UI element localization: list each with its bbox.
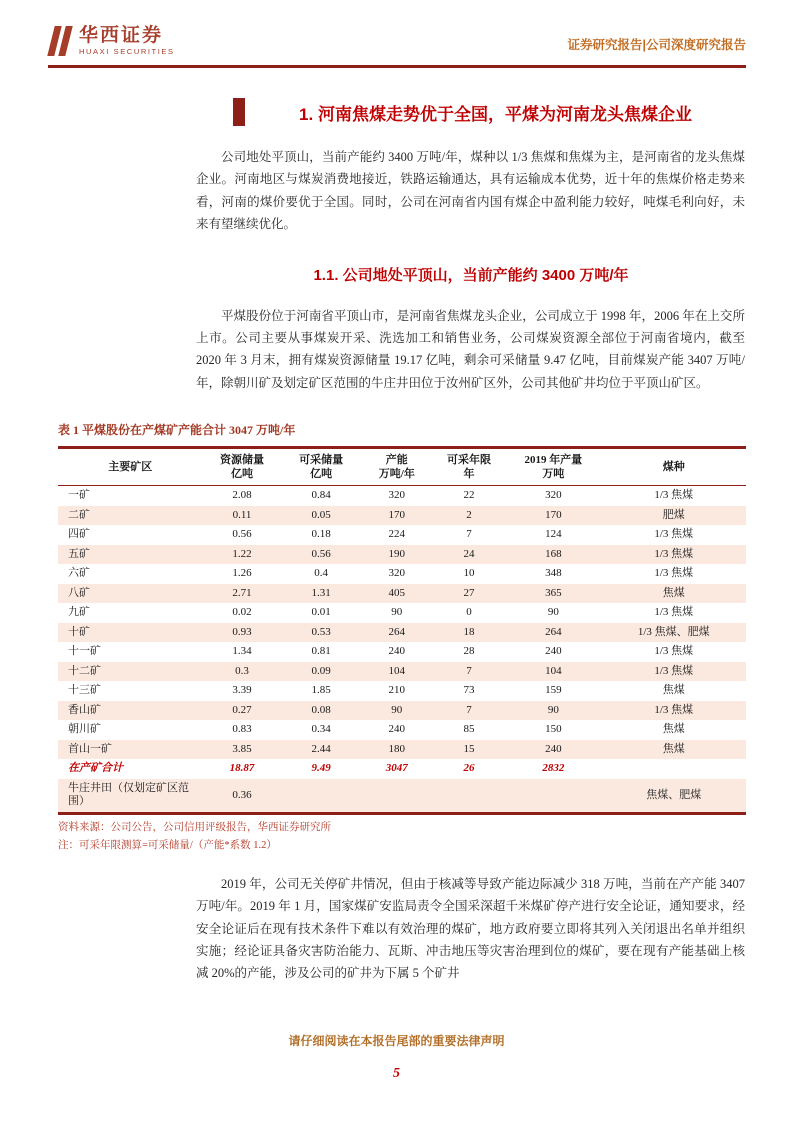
table-cell: 焦煤 — [662, 684, 685, 697]
table-row — [58, 720, 746, 740]
table-cell: 1.34 — [232, 645, 252, 658]
table-note: 注：可采年限测算=可采储量/（产能*系数 1.2） — [58, 839, 277, 851]
table-cell: 0.02 — [232, 606, 252, 619]
table-cell: 1/3 焦煤 — [654, 528, 694, 541]
table-row — [58, 525, 746, 545]
huaxi-logo — [48, 26, 175, 56]
table-cell: 2 — [466, 508, 472, 521]
table-row — [58, 584, 746, 604]
table-cell: 190 — [388, 547, 406, 560]
table-cell: 7 — [466, 703, 472, 716]
table-cell: 焦煤 — [662, 586, 685, 599]
table-cell: 27 — [463, 586, 475, 599]
table-cell: 210 — [388, 684, 406, 697]
logo-name-en: HUAXI SECURITIES — [79, 47, 175, 57]
table-cell: 0.05 — [311, 508, 331, 521]
table-cell: 240 — [545, 742, 562, 755]
mine-name-cell: 牛庄井田（仅划定矿区范围） — [68, 781, 189, 808]
column-header: 可采储量 亿吨 — [282, 448, 361, 486]
footer-disclaimer: 请仔细阅读在本报告尾部的重要法律声明 — [288, 1034, 505, 1048]
table-cell: 320 — [388, 567, 406, 580]
table-cell: 0.53 — [311, 625, 331, 638]
table-cell: 405 — [388, 586, 406, 599]
table-cell: 1/3 焦煤 — [654, 489, 694, 502]
table-cell: 365 — [545, 586, 562, 599]
table-cell: 240 — [388, 723, 406, 736]
table-cell: 180 — [388, 742, 406, 755]
table-head — [58, 448, 746, 486]
table-cell: 0.01 — [311, 606, 331, 619]
report-header — [0, 0, 793, 56]
table-cell: 264 — [545, 625, 562, 638]
table-cell: 0.08 — [311, 703, 331, 716]
table-cell: 240 — [388, 645, 406, 658]
table-cell: 90 — [391, 606, 403, 619]
table-source: 资料来源：公司公告，公司信用评级报告，华西证券研究所 — [58, 821, 331, 833]
section-1-paragraph: 公司地处平顶山，当前产能约 3400 万吨/年，煤种以 1/3 焦煤和焦煤为主，是河南省的龙头焦煤企业。河南地区与煤炭消费地接近，铁路运输通达，具有运输成本优势，近十年的焦煤价格走势来看，河南的煤价要优于全国。同时，公司在河南省内国有煤企中盈利能力较好，吨煤毛利向好，未来有望继续优化。 — [196, 150, 745, 232]
table-cell: 15 — [463, 742, 475, 755]
table-cell: 170 — [545, 508, 562, 521]
table-cell: 3047 — [385, 762, 408, 775]
column-header: 产能 万吨/年 — [361, 448, 433, 486]
table-cell: 0.34 — [311, 723, 331, 736]
table-cell: 90 — [391, 703, 403, 716]
mine-name-cell: 十矿 — [68, 625, 90, 638]
table-cell: 1/3 焦煤 — [654, 664, 694, 677]
table-cell: 7 — [466, 664, 472, 677]
section-1-title: 1. 河南焦煤走势优于全国，平煤为河南龙头焦煤企业 — [299, 104, 692, 124]
table-cell: 348 — [545, 567, 562, 580]
table-cell: 168 — [545, 547, 562, 560]
table-cell: 0.09 — [311, 664, 331, 677]
table-cell: 0.84 — [311, 489, 331, 502]
column-header: 资源储量 亿吨 — [202, 448, 281, 486]
column-header: 可采年限 年 — [433, 448, 505, 486]
table-cell: 0.56 — [232, 528, 252, 541]
table-row — [58, 506, 746, 526]
mine-name-cell: 四矿 — [68, 528, 90, 541]
mine-name-cell: 首山一矿 — [68, 742, 112, 755]
table-cell — [361, 779, 433, 814]
table-cell: 0.93 — [232, 625, 252, 638]
table-row — [58, 662, 746, 682]
table-cell: 1/3 焦煤 — [654, 606, 694, 619]
table-cell: 0.3 — [235, 664, 249, 677]
table-cell: 0.18 — [311, 528, 331, 541]
table-cell: 焦煤 — [662, 742, 685, 755]
table-row — [58, 564, 746, 584]
mine-name-cell: 十二矿 — [68, 664, 101, 677]
table-row — [58, 759, 746, 779]
table-cell: 0.83 — [232, 723, 252, 736]
table-row — [58, 701, 746, 721]
table-cell: 2.08 — [232, 489, 252, 502]
table-cell: 24 — [463, 547, 475, 560]
table-cell: 0.11 — [232, 508, 252, 521]
table-cell: 150 — [545, 723, 562, 736]
table-cell — [601, 759, 746, 779]
mine-name-cell: 九矿 — [68, 606, 90, 619]
table-cell: 焦煤、肥煤 — [646, 788, 702, 801]
table-cell: 320 — [388, 489, 406, 502]
table-cell: 3.39 — [232, 684, 252, 697]
table-row — [58, 603, 746, 623]
table-cell: 1/3 焦煤、肥煤 — [637, 625, 710, 638]
table-row — [58, 545, 746, 565]
table-cell: 224 — [388, 528, 406, 541]
table-cell: 0.36 — [232, 788, 252, 801]
table-row — [58, 779, 746, 814]
mine-name-cell: 一矿 — [68, 489, 90, 502]
capacity-paragraph: 2019 年，公司无关停矿井情况，但由于核减等导致产能边际减少 318 万吨，当前在产产能 3407 万吨/年。2019 年 1 月，国家煤矿安监局责令全国采深超千米煤矿停产进行安全论证，通知要求，经安全论证后在现有技术条件下难以有效治理的煤矿，地方政府要立即将其列入关闭退出名单并组织实施；经论证具备灾害防治能力、瓦斯、冲击地压等灾害治理到位的煤矿，要在现有产能基础上核减 20%的产能，涉及公司的矿井为下属 5 个矿井 — [196, 876, 745, 981]
huaxi-logo-icon — [48, 26, 72, 56]
header-divider — [48, 65, 746, 68]
table-cell: 90 — [547, 606, 559, 619]
table-cell: 1/3 焦煤 — [654, 703, 694, 716]
logo-text — [79, 26, 175, 56]
table-cell: 320 — [545, 489, 562, 502]
column-header: 煤种 — [601, 448, 746, 486]
mine-name-cell: 二矿 — [68, 508, 90, 521]
table-cell: 0.81 — [311, 645, 331, 658]
column-header: 2019 年产量 万吨 — [505, 448, 601, 486]
mine-production-table — [58, 446, 746, 815]
mine-name-cell: 朝川矿 — [68, 723, 101, 736]
table-body — [58, 486, 746, 814]
table-cell: 159 — [545, 684, 562, 697]
table-cell: 2832 — [542, 762, 565, 775]
report-type-label: 证券研究报告|公司深度研究报告 — [567, 38, 746, 52]
table-cell: 2.71 — [232, 586, 252, 599]
table-cell — [282, 779, 361, 814]
table-cell: 18 — [463, 625, 475, 638]
table-header-row — [58, 448, 746, 486]
mine-name-cell: 在产矿合计 — [68, 762, 123, 775]
table-cell: 0.56 — [311, 547, 331, 560]
table-cell: 104 — [388, 664, 406, 677]
mine-name-cell: 五矿 — [68, 547, 90, 560]
mine-name-cell: 六矿 — [68, 567, 90, 580]
table-row — [58, 623, 746, 643]
table-cell: 104 — [545, 664, 562, 677]
mine-name-cell: 十三矿 — [68, 684, 101, 697]
table-cell: 1/3 焦煤 — [654, 645, 694, 658]
table-cell: 240 — [545, 645, 562, 658]
page-number: 5 — [393, 1066, 400, 1081]
table-cell — [433, 779, 505, 814]
table-cell: 焦煤 — [662, 723, 685, 736]
table-cell: 1.26 — [232, 567, 252, 580]
table-cell: 28 — [463, 645, 475, 658]
table-cell: 9.49 — [311, 762, 331, 775]
table-cell: 肥煤 — [662, 508, 685, 521]
table-cell: 0 — [466, 606, 472, 619]
section-1-1-paragraph: 平煤股份位于河南省平顶山市，是河南省焦煤龙头企业，公司成立于 1998 年，2006 年在上交所上市。公司主要从事煤炭开采、洗选加工和销售业务，公司煤炭资源全部位于河南省境内，截至 2020 年 3 月末，拥有煤炭资源储量 19.17 亿吨，剩余可采储量 9.47 亿吨，目前煤炭产能 3407 万吨/年，除朝川矿及划定矿区范围的牛庄井田位于汝州矿区外，公司其他矿井均位于平顶山矿区。 — [196, 308, 745, 390]
section-marker-square — [233, 98, 245, 126]
table-cell: 1.22 — [232, 547, 252, 560]
table-caption: 表 1 平煤股份在产煤矿产能合计 3047 万吨/年 — [58, 423, 296, 438]
logo-name-cn: 华西证券 — [79, 25, 164, 47]
table-cell: 90 — [547, 703, 559, 716]
table-row — [58, 740, 746, 760]
table-cell: 18.87 — [229, 762, 255, 775]
table-cell: 7 — [466, 528, 472, 541]
mine-name-cell: 八矿 — [68, 586, 90, 599]
table-cell: 1.31 — [311, 586, 331, 599]
table-cell: 1.85 — [311, 684, 331, 697]
mine-name-cell: 香山矿 — [68, 703, 101, 716]
table-cell: 0.4 — [314, 567, 328, 580]
table-cell — [505, 779, 601, 814]
table-row — [58, 486, 746, 506]
table-cell: 170 — [388, 508, 406, 521]
table-cell: 3.85 — [232, 742, 252, 755]
table-row — [58, 681, 746, 701]
table-cell: 124 — [545, 528, 562, 541]
mine-name-cell: 十一矿 — [68, 645, 101, 658]
table-row — [58, 642, 746, 662]
table-cell: 1/3 焦煤 — [654, 567, 694, 580]
table-cell: 73 — [463, 684, 475, 697]
table-cell: 1/3 焦煤 — [654, 547, 694, 560]
table-cell: 85 — [463, 723, 475, 736]
table-cell: 26 — [463, 762, 475, 775]
column-header: 主要矿区 — [58, 448, 202, 486]
section-1-heading — [233, 98, 746, 126]
table-cell: 22 — [463, 489, 475, 502]
table-cell: 264 — [388, 625, 406, 638]
table-cell: 0.27 — [232, 703, 252, 716]
table-cell: 10 — [463, 567, 475, 580]
table-cell: 2.44 — [311, 742, 331, 755]
section-1-1-title: 1.1. 公司地处平顶山，当前产能约 3400 万吨/年 — [313, 266, 629, 284]
